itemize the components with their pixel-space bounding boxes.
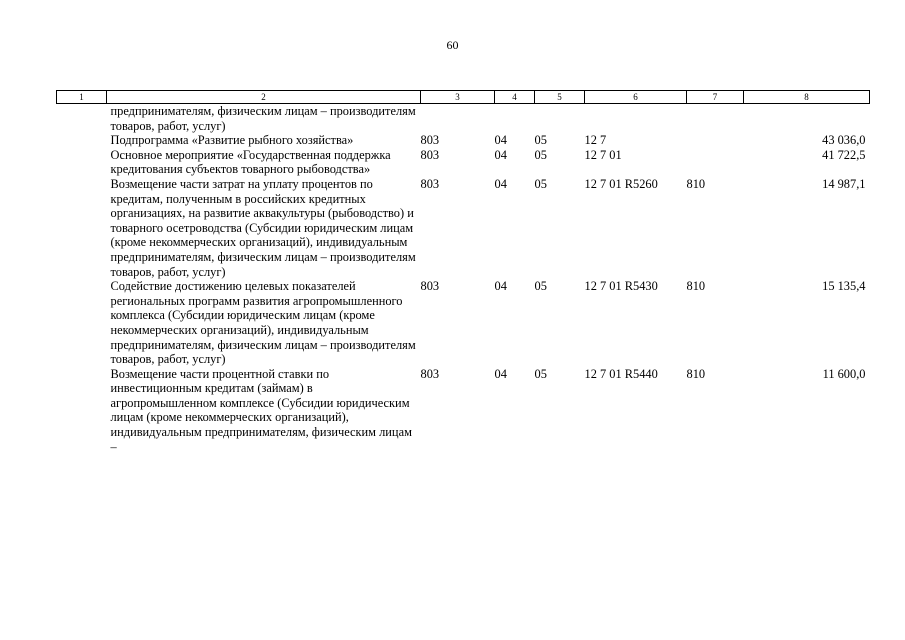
cell-empty — [57, 148, 107, 177]
section-code — [495, 104, 535, 134]
item-name: Возмещение части процентной ставки по инвестиционным кредитам (займам) в агропромышленном комплексе (Субсидии юридическим лицам (кроме некоммерческих организаций), индивидуальным предпринимателям, физическим лицам – — [110, 366, 412, 454]
header-col-1: 1 — [57, 91, 107, 104]
cell-empty — [57, 177, 107, 279]
expense-type: 810 — [686, 279, 706, 294]
target-article: 12 7 — [584, 133, 607, 148]
amount: 41 722,5 — [822, 147, 866, 162]
subsection-code: 05 — [534, 279, 547, 294]
item-name: Подпрограмма «Развитие рыбного хозяйства» — [110, 133, 354, 148]
item-name: Содействие достижению целевых показателей региональных программ развития агропромышленного комплекса (Субсидии юридическим лицам (кроме некоммерческих организаций), индивидуальным предпринимателям, физическим лицам – производителям товаров, работ, услуг) — [110, 279, 416, 367]
table-row — [57, 367, 870, 455]
target-article: 12 7 01 — [584, 147, 622, 162]
budget-table — [56, 90, 870, 454]
section-code: 04 — [494, 366, 507, 381]
subsection-code — [535, 104, 585, 134]
header-col-7: 7 — [687, 91, 744, 104]
expense-type — [687, 133, 744, 148]
subsection-code: 05 — [534, 147, 547, 162]
section-code: 04 — [494, 133, 507, 148]
table-header — [57, 91, 870, 104]
table-row — [57, 148, 870, 177]
expense-type: 810 — [686, 366, 706, 381]
header-col-6: 6 — [585, 91, 687, 104]
ministry-code: 803 — [420, 176, 440, 191]
ministry-code: 803 — [420, 147, 440, 162]
section-code: 04 — [494, 176, 507, 191]
amount: 14 987,1 — [822, 176, 866, 191]
cell-empty — [57, 133, 107, 148]
expense-type — [687, 148, 744, 177]
header-col-2: 2 — [107, 91, 421, 104]
cell-empty — [57, 367, 107, 455]
cell-empty — [57, 104, 107, 134]
amount — [744, 104, 870, 134]
expense-type — [687, 104, 744, 134]
target-article: 12 7 01 R5430 — [584, 279, 658, 294]
item-name: Возмещение части затрат на уплату процентов по кредитам, полученным в российских кредитных организациях, на развитие аквакультуры (рыбоводство) и товарного осетроводства (Субсидии юридическим лицам (кроме некоммерческих организаций), индивидуальным предпринимателям, физическим лицам – производителям товаров, работ, услуг) — [110, 176, 416, 279]
ministry-code: 803 — [420, 366, 440, 381]
table-row — [57, 279, 870, 367]
amount: 15 135,4 — [822, 279, 866, 294]
subsection-code: 05 — [534, 176, 547, 191]
ministry-code: 803 — [420, 133, 440, 148]
target-article: 12 7 01 R5440 — [584, 366, 658, 381]
header-col-5: 5 — [535, 91, 585, 104]
cell-empty — [57, 279, 107, 367]
header-col-3: 3 — [421, 91, 495, 104]
table-body — [57, 104, 870, 455]
ministry-code: 803 — [420, 279, 440, 294]
target-article — [585, 104, 687, 134]
expense-type: 810 — [686, 176, 706, 191]
item-name: Основное мероприятие «Государственная поддержка кредитования субъектов товарного рыбоводства» — [110, 147, 391, 177]
page-number: 60 — [446, 38, 459, 52]
header-col-8: 8 — [744, 91, 870, 104]
subsection-code: 05 — [534, 133, 547, 148]
header-row — [57, 91, 870, 104]
table-row — [57, 177, 870, 279]
ministry-code — [421, 104, 495, 134]
subsection-code: 05 — [534, 366, 547, 381]
amount: 11 600,0 — [822, 366, 866, 381]
table-row — [57, 133, 870, 148]
section-code: 04 — [494, 147, 507, 162]
header-col-4: 4 — [495, 91, 535, 104]
table-row — [57, 104, 870, 134]
section-code: 04 — [494, 279, 507, 294]
amount: 43 036,0 — [822, 133, 866, 148]
target-article: 12 7 01 R5260 — [584, 176, 658, 191]
item-name: предпринимателям, физическим лицам – производителям товаров, работ, услуг) — [110, 104, 416, 133]
